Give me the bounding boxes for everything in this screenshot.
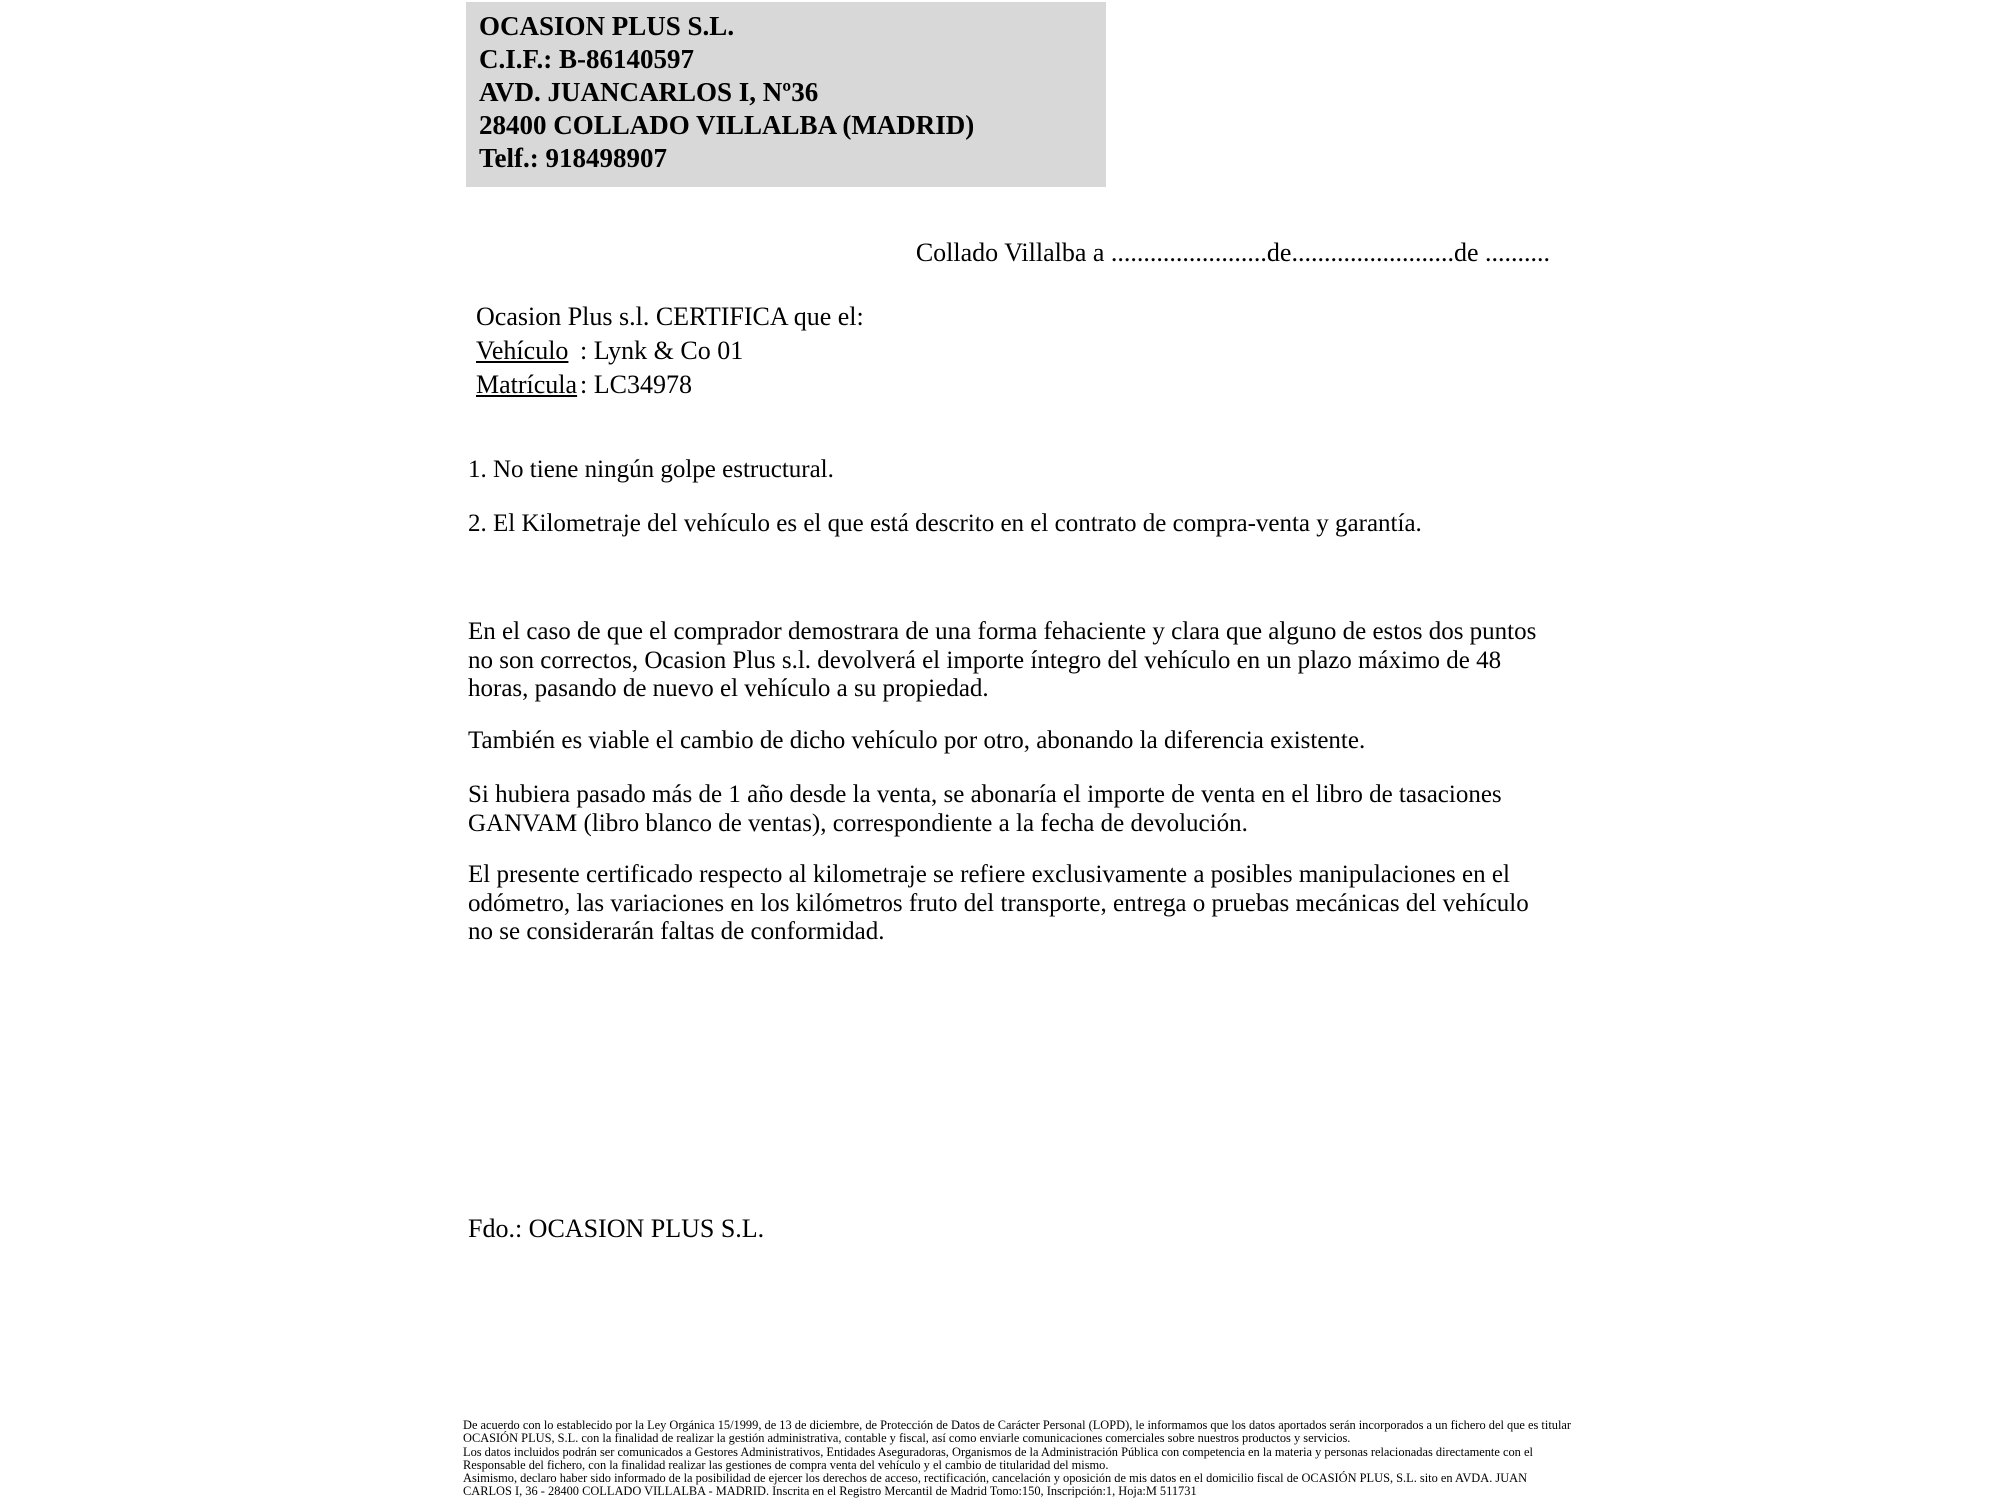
legal-line: OCASIÓN PLUS, S.L. con la finalidad de realizar la gestión administrativa, contable y fiscal, así como enviarle comunicaciones comerciales sobre nuestros productos y servicios. — [463, 1431, 1351, 1446]
vehicle-label: Vehículo — [476, 336, 569, 365]
vehicle-label-cell — [476, 334, 580, 368]
vehicle-row — [476, 334, 864, 368]
certified-point-1: 1. No tiene ningún golpe estructural. — [468, 456, 834, 483]
company-cif: C.I.F.: B-86140597 — [479, 44, 695, 74]
legal-line: De acuerdo con lo establecido por la Ley Orgánica 15/1999, de 13 de diciembre, de Protección de Datos de Carácter Personal (LOPD), le informamos que los datos aportados serán incorporados a un fichero del que es titular — [463, 1418, 1572, 1432]
paragraph-ganvam-clause: Si hubiera pasado más de 1 año desde la venta, se abonaría el importe de venta en el libro de tasaciones GANVAM (libro blanco de ventas), correspondiente a la fecha de devolución. — [468, 781, 1502, 837]
company-phone: Telf.: 918498907 — [479, 143, 667, 173]
company-city: 28400 COLLADO VILLALBA (MADRID) — [479, 110, 975, 140]
plate-value: : LC34978 — [580, 370, 692, 399]
legal-line: Asimismo, declaro haber sido informado de la posibilidad de ejercer los derechos de acceso, rectificación, cancelación y oposición de mis datos en el domicilio fiscal de OCASIÓN PLUS, S.L. sito en AVDA. JUAN — [463, 1471, 1528, 1486]
legal-footer — [463, 1419, 1578, 1499]
signature-line: Fdo.: OCASION PLUS S.L. — [468, 1214, 765, 1243]
paragraph-odometer-clause: El presente certificado respecto al kilometraje se refiere exclusivamente a posibles manipulaciones en el odómetro, las variaciones en los kilómetros fruto del transporte, entrega o pruebas mecánicas del vehículo no se considerarán faltas de conformidad. — [468, 861, 1529, 945]
legal-line: CARLOS I, 36 - 28400 COLLADO VILLALBA - MADRID. Inscrita en el Registro Mercantil de Madrid Tomo:150, Inscripción:1, Hoja:M 511731 — [463, 1484, 1197, 1499]
plate-label: Matrícula — [476, 370, 578, 399]
company-letterhead — [466, 2, 1106, 187]
certify-intro: Ocasion Plus s.l. CERTIFICA que el: — [476, 302, 864, 331]
company-name: OCASION PLUS S.L. — [479, 11, 735, 41]
plate-row — [476, 368, 864, 402]
paragraph-exchange-clause: También es viable el cambio de dicho vehículo por otro, abonando la diferencia existente. — [468, 727, 1366, 754]
vehicle-value: : Lynk & Co 01 — [580, 336, 744, 365]
certify-block — [476, 300, 864, 402]
legal-line: Los datos incluidos podrán ser comunicados a Gestores Administrativos, Entidades Aseguradoras, Organismos de la Administración Pública con competencia en la materia y personas relacionadas directamente con el — [463, 1444, 1533, 1459]
legal-line: Responsable del fichero, con la finalidad realizar las gestiones de compra venta del vehículo y el cambio de titularidad del mismo. — [463, 1457, 1109, 1472]
company-address: AVD. JUANCARLOS I, Nº36 — [479, 77, 819, 107]
date-line: Collado Villalba a ........................de.........................de .......... — [915, 238, 1550, 267]
plate-label-cell — [476, 368, 580, 402]
paragraph-refund-clause: En el caso de que el comprador demostrara de una forma fehaciente y clara que alguno de estos dos puntos no son correctos, Ocasion Plus s.l. devolverá el importe íntegro del vehículo en un plazo máximo de 48 horas, pasando de nuevo el vehículo a su propiedad. — [468, 618, 1537, 702]
certified-point-2: 2. El Kilometraje del vehículo es el que está descrito en el contrato de compra-venta y garantía. — [468, 510, 1422, 537]
